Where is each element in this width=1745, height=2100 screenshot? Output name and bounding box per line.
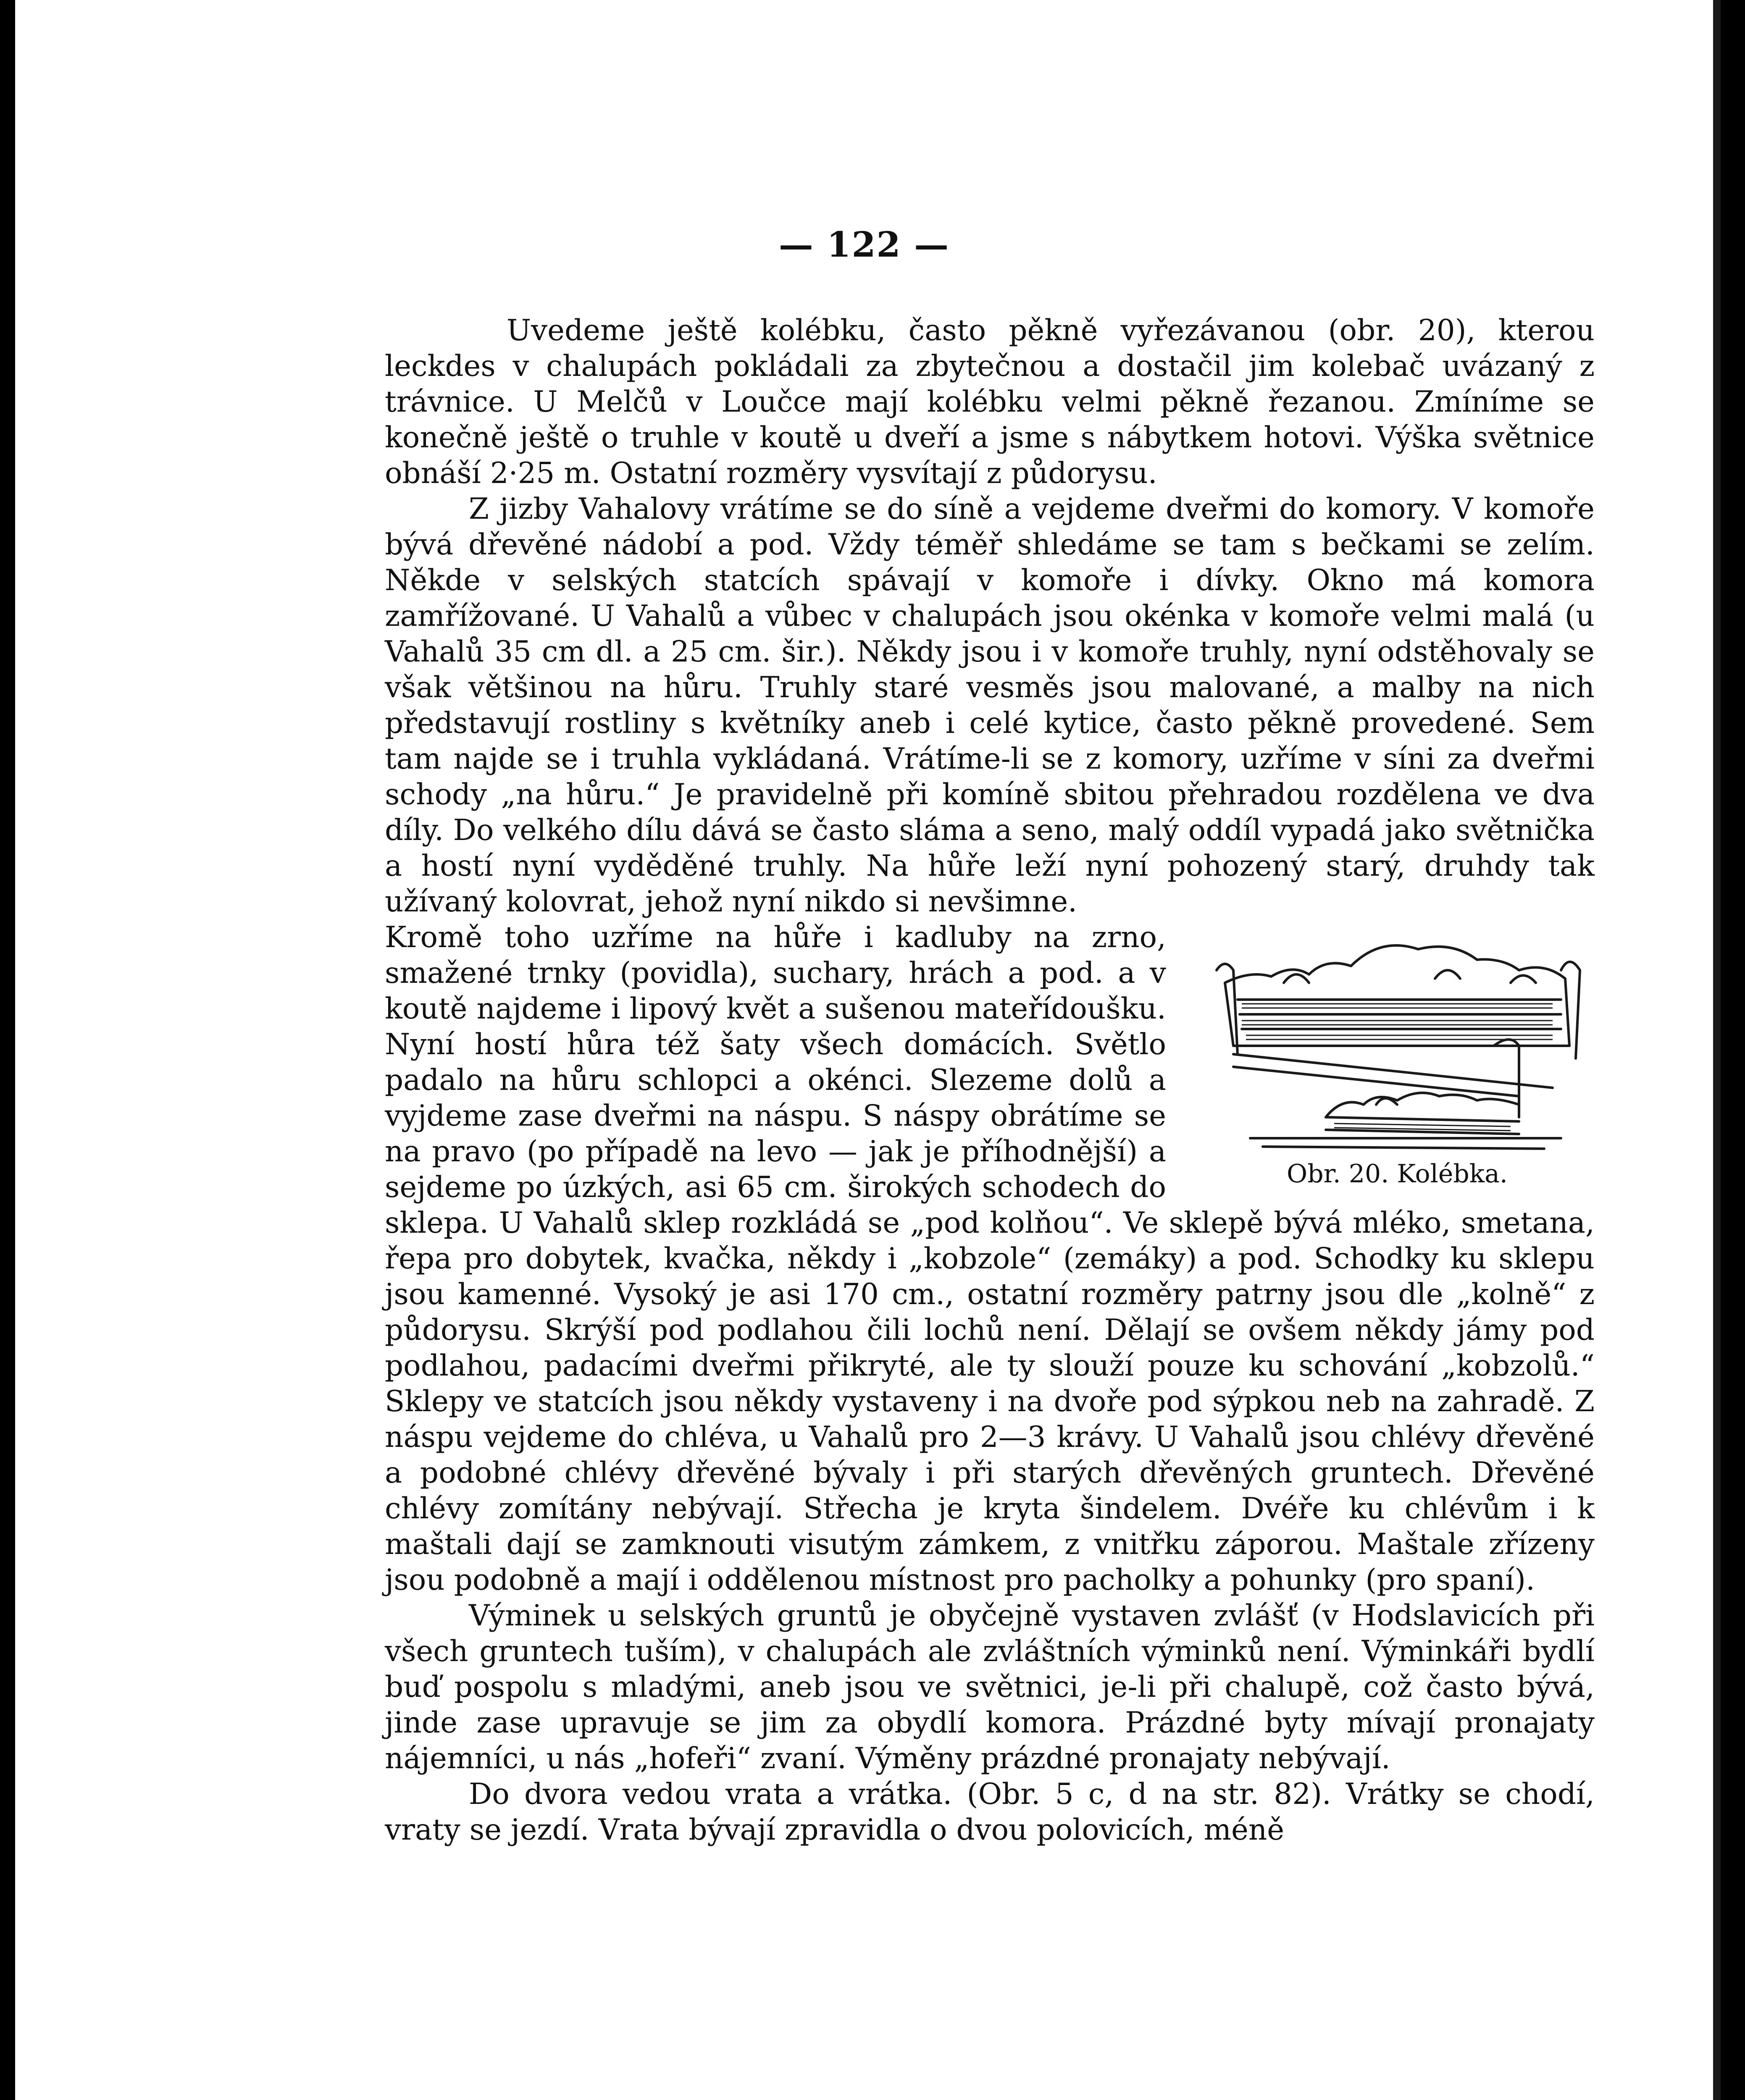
paragraph-attic: Kromě toho uzříme na hůře i kadluby na zrno, smažené trnky (povidla), suchary, hrách a pod. a v koutě najdeme i lipový květ a sušenou mateřídoušku. Nyní hostí hůra též šaty všech domácích. Světlo padalo na hůru schlopci a okénci. Slezeme dolů a vyjdeme zase dveřmi na náspu. S náspy obrátíme se na pravo (po případě na levo — jak je příhodnější) a sejdeme po úzkých, asi 65 cm. širokých schodech do sklepa. U Vahalů sklep rozkládá se „pod kolňou“. Ve sklepě bývá mléko, smetana, řepa pro dobytek, kvačka, někdy i „kobzole“ (zemáky) a pod. Schodky ku sklepu jsou kamenné. Vysoký je asi 170 cm., ostatní rozměry patrny jsou dle „kolně“ z půdorysu. Skrýší pod podlahou čili lochů není. Dělají se ovšem někdy jámy pod podlahou, padacími dveřmi přikryté, ale ty slouží pouze ku schování „kobzolů.“ Sklepy ve statcích jsou někdy vystaveny i na dvoře pod sýpkou neb na zahradě. Z náspu vejdeme do chléva, u Vahalů pro 2—3 krávy. U Vahalů jsou chlévy dřevěné a podobné chlévy dřevěné bývaly i při starých dřevěných gruntech. Dřevěné chlévy zomítány nebývají. Střecha je kryta šindelem. Dvéře ku chlévům i k maštali dají se zamknouti visutým zámkem, z vnitřku záporou. Maštale zřízeny jsou podobně a mají i oddělenou místnost pro pacholky a pohunky (pro spaní). bbox=[385, 921, 1595, 1597]
cradle-drawing bbox=[1200, 920, 1595, 1155]
paragraph-gates: Do dvora vedou vrata a vrátka. (Obr. 5 c, d na str. 82). Vrátky se chodí, vraty se jezdí. Vrata bývají zpravidla o dvou polovicích, méně bbox=[385, 1777, 1595, 1847]
paragraph-dower: Výminek u selských gruntů je obyčejně vystaven zvlášť (v Hodslavicích při všech gruntech tuším), v chalupách ale zvláštních výminků není. Výminkáři bydlí buď pospolu s mladými, aneb jsou ve světnici, je-li při chalupě, což často bývá, jinde zase upravuje se jim za obydlí komora. Prázdné byty mívají pronajaty nájemníci, u nás „hofeři“ zvaní. Výměny prázdné pronajaty nebývají. bbox=[385, 1599, 1595, 1775]
figure-caption: Obr. 20. Kolébka. bbox=[1287, 1159, 1508, 1189]
page-number: — 122 — bbox=[778, 225, 950, 265]
body-text bbox=[385, 313, 1595, 1848]
paragraph-chamber: Z jizby Vahalovy vrátíme se do síně a vejdeme dveřmi do komory. V komoře bývá dřevěné nádobí a pod. Vždy téměř shledáme se tam s bečkami se zelím. Někde v selských statcích spávají v komoře i dívky. Okno má komora zamřížované. U Vahalů a vůbec v chalupách jsou okénka v komoře velmi malá (u Vahalů 35 cm dl. a 25 cm. šir.). Někdy jsou i v komoře truhly, nyní odstěhovaly se však většinou na hůru. Truhly staré vesměs jsou malované, a malby na nich představují rostliny s květníky aneb i celé kytice, často pěkně provedené. Sem tam najde se i truhla vykládaná. Vrátíme-li se z komory, uzříme v síni za dveřmi schody „na hůru.“ Je pravidelně při komíně sbitou přehradou rozdělena ve dva díly. Do velkého dílu dává se často sláma a seno, malý oddíl vypadá jako světnička a hostí nyní vyděděné truhly. Na hůře leží nyní pohozený starý, druhdy tak užívaný kolovrat, jehož nyní nikdo si nevšimne. bbox=[385, 492, 1595, 919]
book-page bbox=[15, 0, 1721, 2100]
paragraph-cradle: Uvedeme ještě kolébku, často pěkně vyřezávanou (obr. 20), kterou leckdes v chalupách pokládali za zbytečnou a dostačil jim kolebač uvázaný z trávnice. U Melčů v Loučce mají kolébku velmi pěkně řezanou. Zmíníme se konečně ještě o truhle v koutě u dveří a jsme s nábytkem hotovi. Výška světnice obnáší 2·25 m. Ostatní rozměry vysvítají z půdorysu. bbox=[385, 314, 1595, 490]
figure-cradle bbox=[1200, 920, 1595, 1193]
